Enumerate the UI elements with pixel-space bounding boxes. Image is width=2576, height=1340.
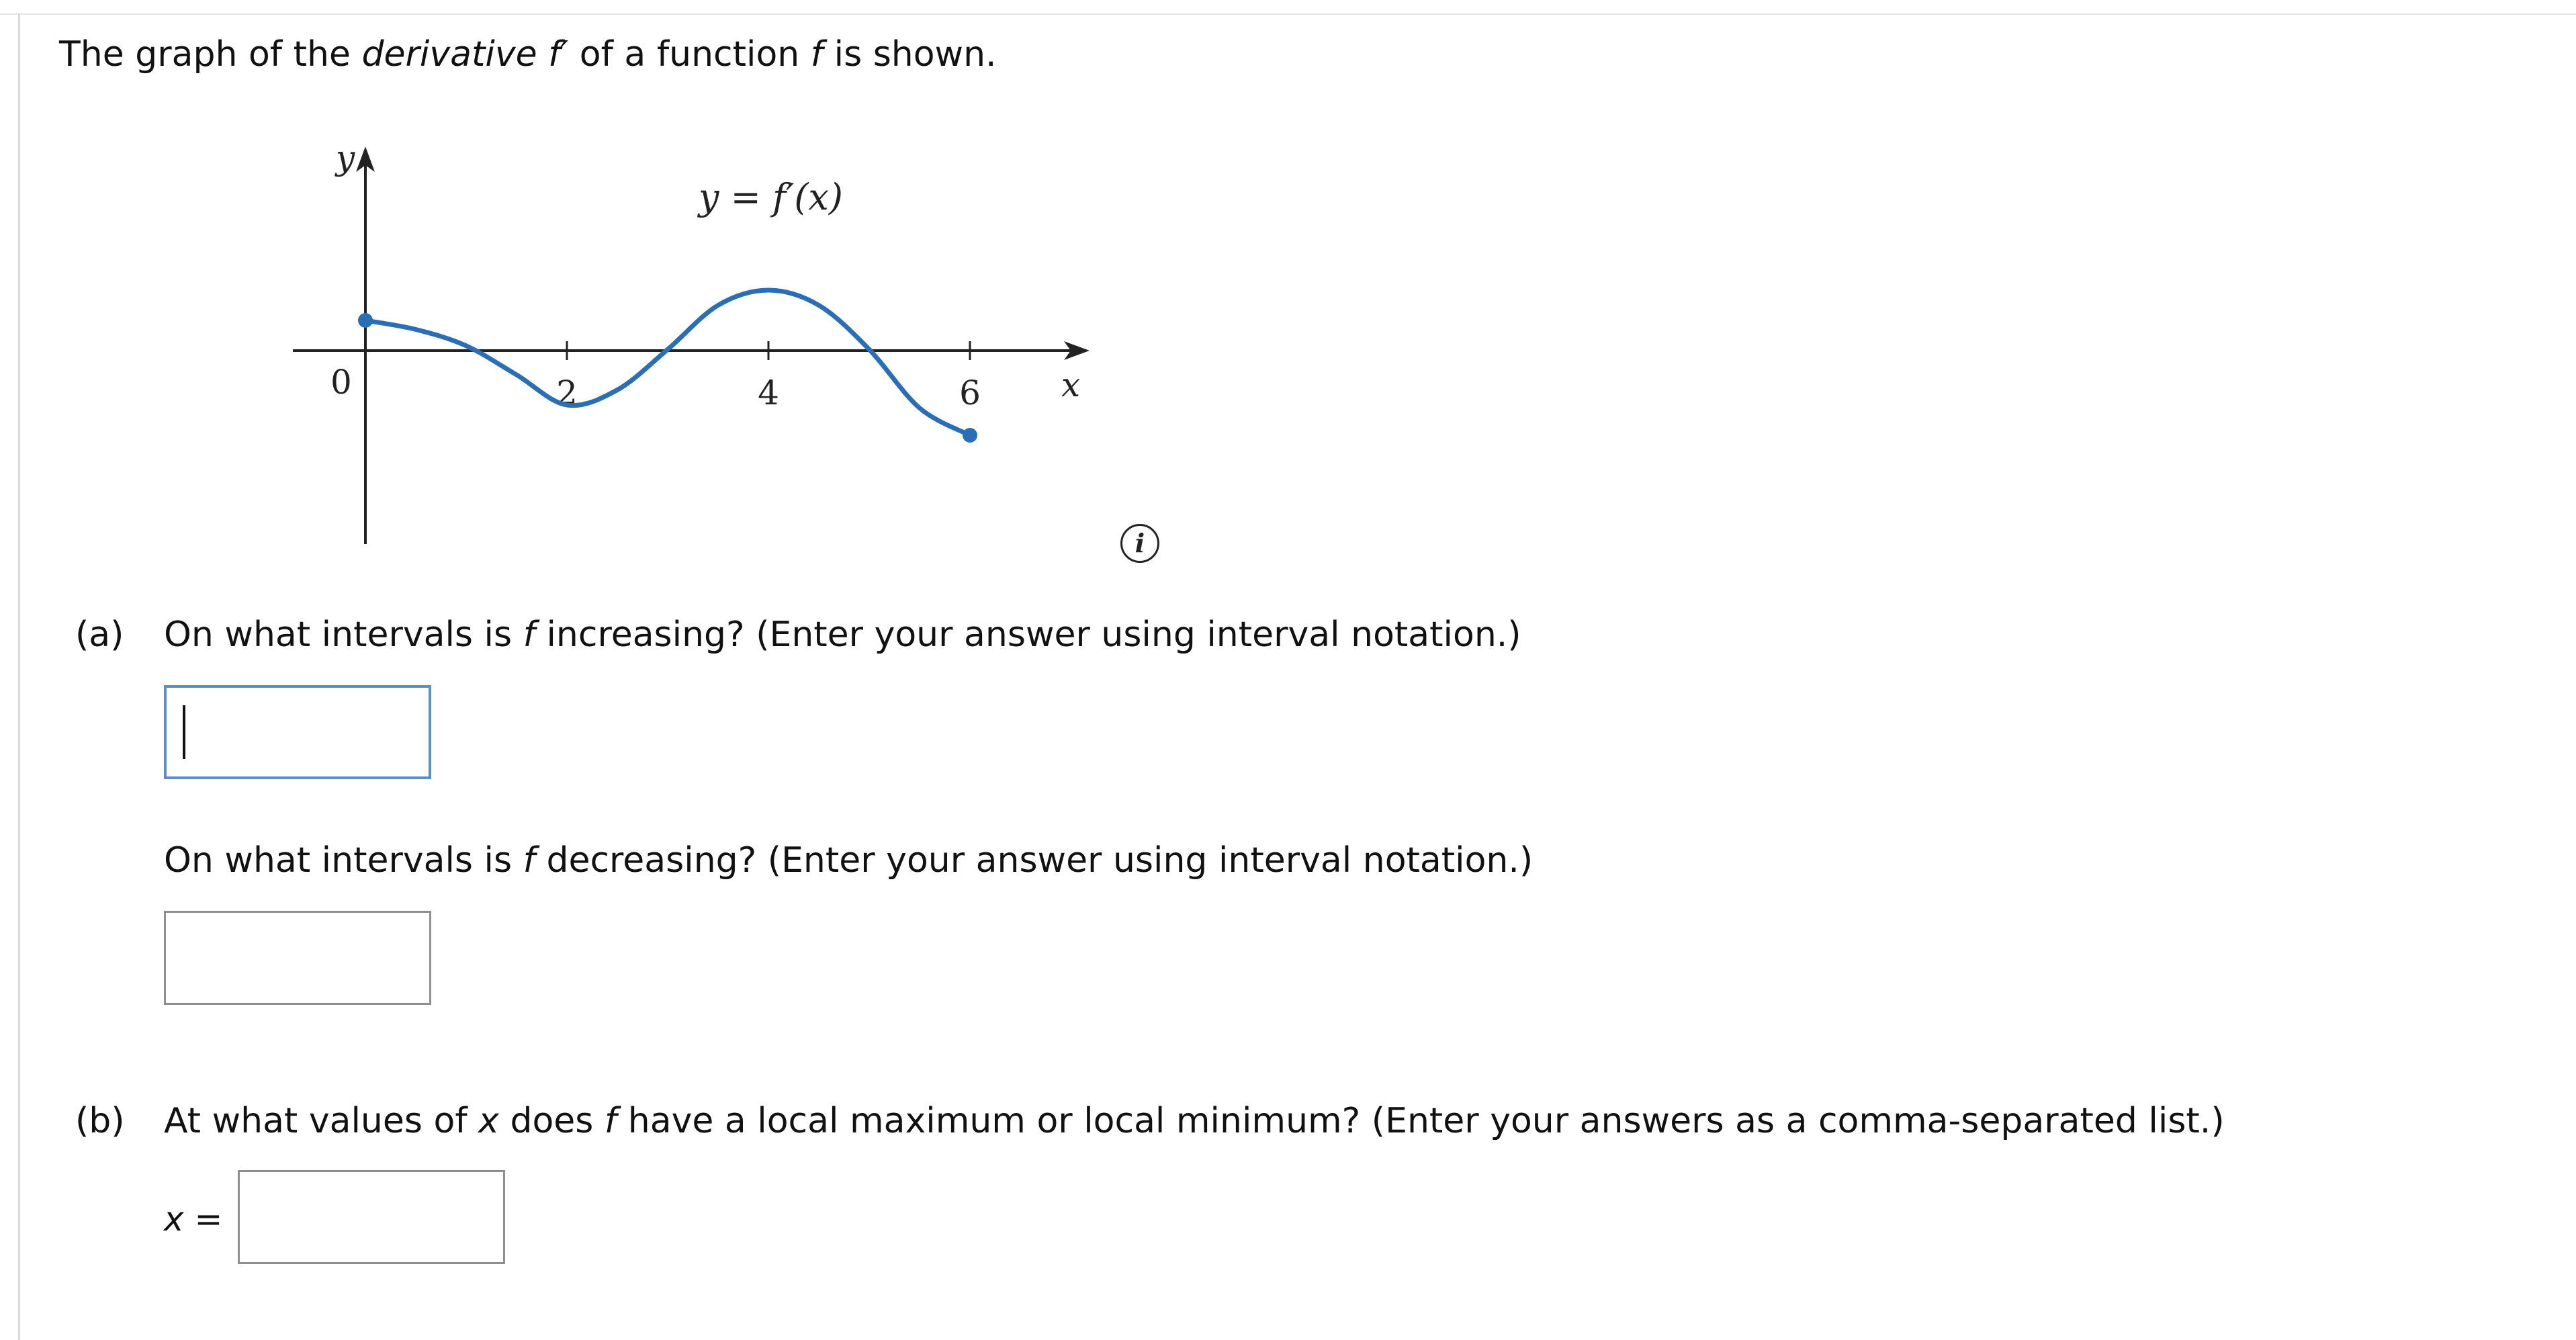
left-divider <box>18 13 20 1340</box>
problem-intro <box>59 34 997 75</box>
qb-text-2: does <box>498 1101 605 1141</box>
qb-text-3: have a local maximum or local minimum? (Enter your answers as a comma-separated list.) <box>617 1101 2225 1141</box>
intro-text-2: of a function <box>568 34 811 75</box>
intro-text-3: is shown. <box>823 34 997 75</box>
derivative-graph <box>269 128 1142 557</box>
qa1-text: On what intervals is <box>164 615 523 655</box>
part-b-label: (b) <box>75 1101 125 1141</box>
info-icon[interactable]: i <box>1120 524 1159 563</box>
qa2-f: f <box>523 840 535 881</box>
qa1-text-2: increasing? (Enter your answer using interval notation.) <box>535 615 1521 655</box>
derivative-curve <box>365 290 970 435</box>
qb-text: At what values of <box>164 1101 479 1141</box>
y-axis-label: y <box>336 138 355 177</box>
curve-label: y = f′(x) <box>699 176 843 218</box>
increasing-intervals-input[interactable] <box>164 685 431 779</box>
curve-endpoint-start <box>358 313 373 328</box>
origin-label: 0 <box>330 363 352 402</box>
qb-f: f <box>604 1101 617 1141</box>
equals-sign: = <box>183 1200 223 1239</box>
extrema-x-input[interactable] <box>238 1170 505 1264</box>
tick-label-6: 6 <box>959 373 981 412</box>
qb-x: x <box>478 1101 499 1141</box>
question-b-extrema <box>164 1100 2225 1142</box>
part-a-label: (a) <box>75 615 124 655</box>
tick-label-2: 2 <box>556 373 578 412</box>
curve-endpoints <box>358 313 977 443</box>
intro-fprime: f′ <box>548 34 569 75</box>
question-a-increasing <box>164 614 1521 656</box>
qa2-text: On what intervals is <box>164 840 523 881</box>
curve-endpoint-end <box>963 428 977 443</box>
intro-space <box>537 34 549 75</box>
question-a-decreasing <box>164 840 1533 881</box>
intro-text: The graph of the <box>59 34 362 75</box>
qa2-text-2: decreasing? (Enter your answer using interval notation.) <box>535 840 1534 881</box>
intro-derivative-word: derivative <box>361 34 537 75</box>
text-caret <box>183 705 185 759</box>
top-divider <box>0 0 2576 15</box>
decreasing-intervals-input[interactable] <box>164 911 431 1005</box>
tick-label-4: 4 <box>758 373 779 412</box>
x-label: x <box>164 1200 184 1239</box>
intro-f: f <box>810 34 824 75</box>
x-axis-label: x <box>1061 365 1081 404</box>
x-equals-label <box>164 1198 222 1240</box>
qa1-f: f <box>523 615 535 655</box>
